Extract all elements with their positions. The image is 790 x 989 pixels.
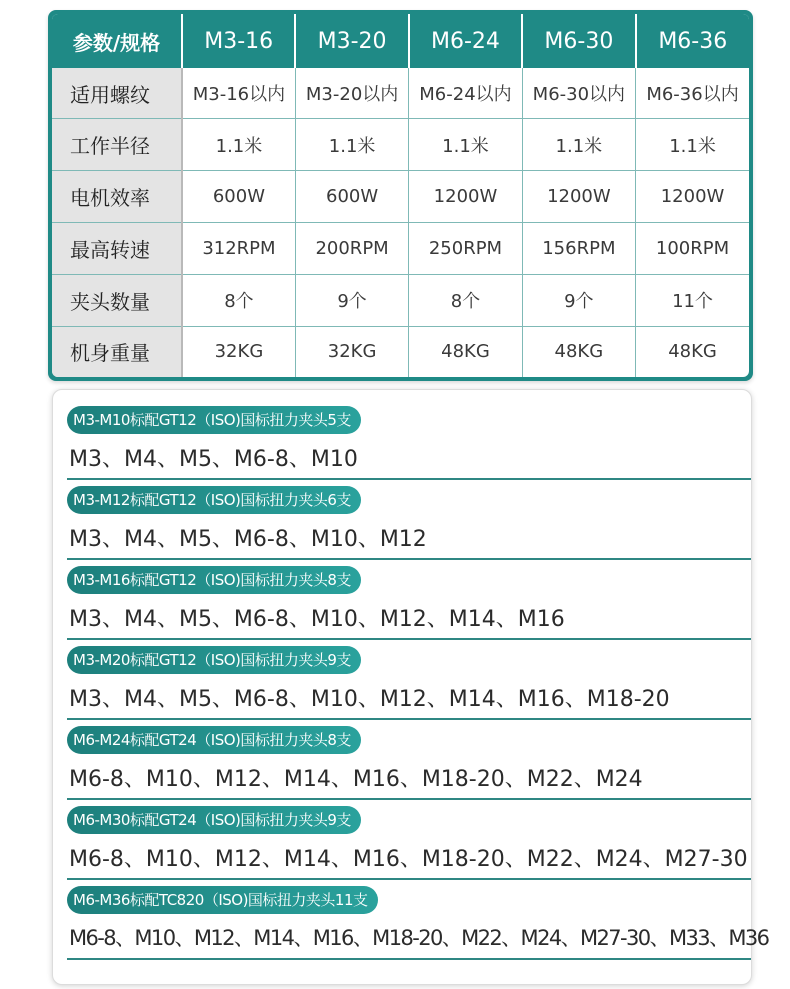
spec-cell: 600W: [295, 171, 408, 223]
kit-item: [67, 482, 751, 560]
row-label: 夹头数量: [52, 274, 182, 326]
spec-cell: 100RPM: [636, 222, 749, 274]
spec-row-chucks: [52, 274, 749, 326]
model-header: M6-30: [522, 14, 635, 68]
kit-title-badge: M3-M10标配GT12（ISO)国标扭力夹头5支: [67, 406, 361, 434]
spec-header-row: [52, 14, 749, 68]
model-header: M6-24: [409, 14, 522, 68]
kit-title-badge: M6-M30标配GT24（ISO)国标扭力夹头9支: [67, 806, 361, 834]
spec-cell: M3-20以内: [295, 68, 408, 119]
spec-cell: 1200W: [522, 171, 635, 223]
kit-sizes: M6-8、M10、M12、M14、M16、M18-20、M22、M24、M27-30: [69, 847, 748, 872]
row-label: 最高转速: [52, 222, 182, 274]
spec-cell: 1200W: [409, 171, 522, 223]
spec-cell: 156RPM: [522, 222, 635, 274]
row-label: 工作半径: [52, 119, 182, 171]
spec-cell: 250RPM: [409, 222, 522, 274]
spec-cell: 312RPM: [182, 222, 295, 274]
kit-title-badge: M3-M16标配GT12（ISO)国标扭力夹头8支: [67, 566, 361, 594]
spec-cell: 600W: [182, 171, 295, 223]
spec-cell: 48KG: [409, 326, 522, 377]
row-label: 适用螺纹: [52, 68, 182, 119]
spec-cell: 48KG: [636, 326, 749, 377]
spec-row-weight: [52, 326, 749, 377]
row-label: 机身重量: [52, 326, 182, 377]
spec-table-card: [48, 10, 753, 381]
model-header: M6-36: [636, 14, 749, 68]
kit-item: [67, 882, 769, 960]
spec-cell: 32KG: [295, 326, 408, 377]
spec-cell: 1.1米: [409, 119, 522, 171]
spec-cell: 1200W: [636, 171, 749, 223]
spec-cell: 8个: [409, 274, 522, 326]
kit-item: [67, 562, 751, 640]
spec-cell: 11个: [636, 274, 749, 326]
kit-title-badge: M6-M36标配TC820（ISO)国标扭力夹头11支: [67, 886, 378, 914]
spec-cell: 32KG: [182, 326, 295, 377]
kit-sizes: M6-8、M10、M12、M14、M16、M18-20、M22、M24、M27-30、M33、M36: [69, 926, 769, 950]
kit-title-badge: M3-M20标配GT12（ISO)国标扭力夹头9支: [67, 646, 361, 674]
spec-cell: M3-16以内: [182, 68, 295, 119]
spec-cell: 1.1米: [182, 119, 295, 171]
spec-cell: 48KG: [522, 326, 635, 377]
kit-item: [67, 642, 751, 720]
model-header: M3-20: [295, 14, 408, 68]
chuck-kits-panel: [52, 389, 769, 985]
kit-item: [67, 402, 751, 480]
kit-title-badge: M3-M12标配GT12（ISO)国标扭力夹头6支: [67, 486, 361, 514]
kit-title-badge: M6-M24标配GT24（ISO)国标扭力夹头8支: [67, 726, 361, 754]
spec-cell: M6-36以内: [636, 68, 749, 119]
kit-sizes: M3、M4、M5、M6-8、M10、M12、M14、M16、M18-20: [69, 687, 670, 712]
spec-table: [52, 14, 749, 377]
spec-row-speed: [52, 222, 749, 274]
kit-item: [67, 722, 751, 800]
spec-row-power: [52, 171, 749, 223]
kit-item: [67, 802, 751, 880]
spec-cell: 9个: [522, 274, 635, 326]
corner-label: 参数/规格: [52, 14, 182, 68]
spec-cell: 1.1米: [522, 119, 635, 171]
spec-row-thread: [52, 68, 749, 119]
spec-row-radius: [52, 119, 749, 171]
spec-cell: M6-30以内: [522, 68, 635, 119]
spec-cell: 9个: [295, 274, 408, 326]
spec-cell: 200RPM: [295, 222, 408, 274]
kit-sizes: M6-8、M10、M12、M14、M16、M18-20、M22、M24: [69, 767, 643, 792]
spec-cell: 8个: [182, 274, 295, 326]
kit-sizes: M3、M4、M5、M6-8、M10: [69, 447, 358, 472]
spec-cell: 1.1米: [295, 119, 408, 171]
row-label: 电机效率: [52, 171, 182, 223]
model-header: M3-16: [182, 14, 295, 68]
kit-sizes: M3、M4、M5、M6-8、M10、M12: [69, 527, 427, 552]
spec-cell: 1.1米: [636, 119, 749, 171]
kit-sizes: M3、M4、M5、M6-8、M10、M12、M14、M16: [69, 607, 565, 632]
spec-cell: M6-24以内: [409, 68, 522, 119]
